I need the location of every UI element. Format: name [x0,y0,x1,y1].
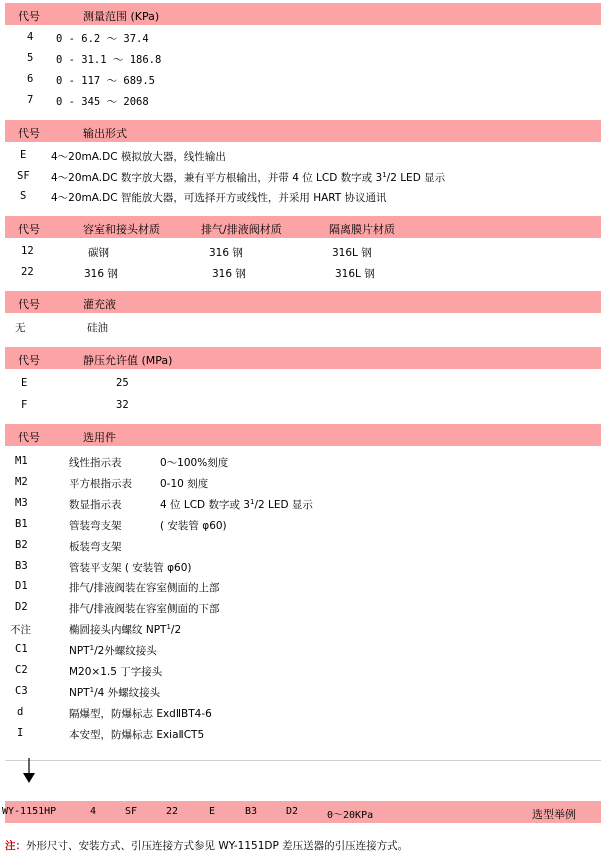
row-code: E [20,149,27,161]
option-desc: NPT$^1$/4 外螺纹接头 [69,686,161,699]
option-code: B3 [15,560,28,572]
section-header-options [5,424,601,446]
option-code: d [17,706,24,718]
header-title: 测量范围 (KPa) [83,10,160,23]
option-code: M2 [15,476,28,488]
header-col2: 排气/排液阀材质 [201,223,282,236]
header-col3: 隔离膜片材质 [329,223,395,236]
header-title: 选用件 [83,431,116,444]
option-code: C1 [15,643,28,655]
option-extra: ( 安装管 φ60) [160,520,227,532]
header-code: 代号 [18,127,40,140]
row-value: 0 - 6.2 ～ 37.4 [56,33,149,45]
row-code: 7 [27,94,34,106]
row-value: 0 - 31.1 ～ 186.8 [56,54,162,66]
row-code: 无 [15,322,26,334]
option-desc: NPT$^1$/2外螺纹接头 [69,644,157,657]
row-code: S [20,190,27,202]
header-code: 代号 [18,223,40,236]
example-valve-code: D2 [286,806,299,817]
option-desc: 管装平支架 ( 安装管 φ60) [69,562,192,574]
header-title: 输出形式 [83,127,127,140]
row-diaphragm: 316L 钢 [332,247,372,259]
row-material: 316 钢 [84,268,118,280]
header-col1: 容室和接头材质 [83,223,160,236]
row-code: 12 [21,245,34,257]
option-code: B2 [15,539,28,551]
down-arrow-icon [22,758,36,784]
row-code: F [21,399,28,411]
row-code: E [21,377,28,389]
row-value: 4～20mA.DC 智能放大器，可选择开方或线性，并采用 HART 协议通讯 [51,192,387,204]
footnote-prefix: 注： [5,840,26,852]
option-desc: 板装弯支架 [69,541,122,553]
header-title: 静压允许值 (MPa) [83,354,173,367]
option-extra: 0-10 刻度 [160,478,209,490]
option-desc: 椭圆接头内螺纹 NPT$^1$/2 [69,623,182,636]
row-code: SF [17,170,30,182]
header-code: 代号 [18,10,40,23]
example-span: 0～20KPa [327,810,374,821]
option-code: C3 [15,685,28,697]
row-valve: 316 钢 [209,247,243,259]
option-code: D1 [15,580,28,592]
row-value: 0 - 117 ～ 689.5 [56,75,156,87]
section-header-fill [5,291,601,313]
option-code: B1 [15,518,28,530]
footnote-text: 外形尺寸、安装方式、引压连接方式参见 WY-1151DP 差压送器的引压连接方式。 [26,840,409,852]
example-material-code: 22 [166,806,179,817]
option-code: I [17,727,24,739]
footnote [5,838,408,853]
option-desc: M20×1.5 丁字接头 [69,666,163,678]
option-desc: 隔爆型，防爆标志 ExdⅡBT4-6 [69,708,212,720]
option-desc: 排气/排液阀装在容室侧面的上部 [69,582,220,594]
header-code: 代号 [18,354,40,367]
option-desc: 排气/排液阀装在容室侧面的下部 [69,603,220,615]
row-diaphragm: 316L 钢 [335,268,375,280]
option-desc: 本安型，防爆标志 ExiaⅡCT5 [69,729,205,741]
option-code: C2 [15,664,28,676]
example-row [2,801,601,823]
option-code: M3 [15,497,28,509]
option-desc: 平方根指示表 [69,478,132,490]
row-code: 22 [21,266,34,278]
row-code: 5 [27,52,34,64]
example-pressure-code: E [209,806,216,817]
option-code: 不注 [10,624,31,636]
row-value: 0 - 345 ～ 2068 [56,96,149,108]
row-value: 硅油 [87,322,108,334]
example-label: 选型举例 [532,808,576,821]
header-code: 代号 [18,298,40,311]
option-desc: 数显指示表 [69,499,122,511]
section-header-pressure [5,347,601,369]
section-header-material [5,216,601,238]
option-desc: 线性指示表 [69,457,122,469]
example-model: WY-1151HP [2,806,57,817]
option-extra: 0～100%刻度 [160,457,229,469]
divider-line [5,760,601,761]
example-bracket-code: B3 [245,806,258,817]
option-desc: 管装弯支架 [69,520,122,532]
row-value: 4～20mA.DC 数字放大器，兼有平方根输出，并带 4 位 LCD 数字或 $3^1/2$ LED 显示 [51,171,446,184]
section-header-output [5,120,601,142]
row-code: 4 [27,31,34,43]
row-value: 4～20mA.DC 模拟放大器，线性输出 [51,151,226,163]
example-output-code: SF [125,806,138,817]
header-title: 灌充液 [83,298,116,311]
row-valve: 316 钢 [212,268,246,280]
row-value: 25 [116,377,129,389]
section-header-range [5,3,601,25]
example-range-code: 4 [90,806,97,817]
row-material: 碳钢 [88,247,109,259]
option-code: M1 [15,455,28,467]
header-code: 代号 [18,431,40,444]
row-value: 32 [116,399,129,411]
row-code: 6 [27,73,34,85]
option-extra: 4 位 LCD 数字或 $3^1/2$ LED 显示 [160,498,313,511]
option-code: D2 [15,601,28,613]
